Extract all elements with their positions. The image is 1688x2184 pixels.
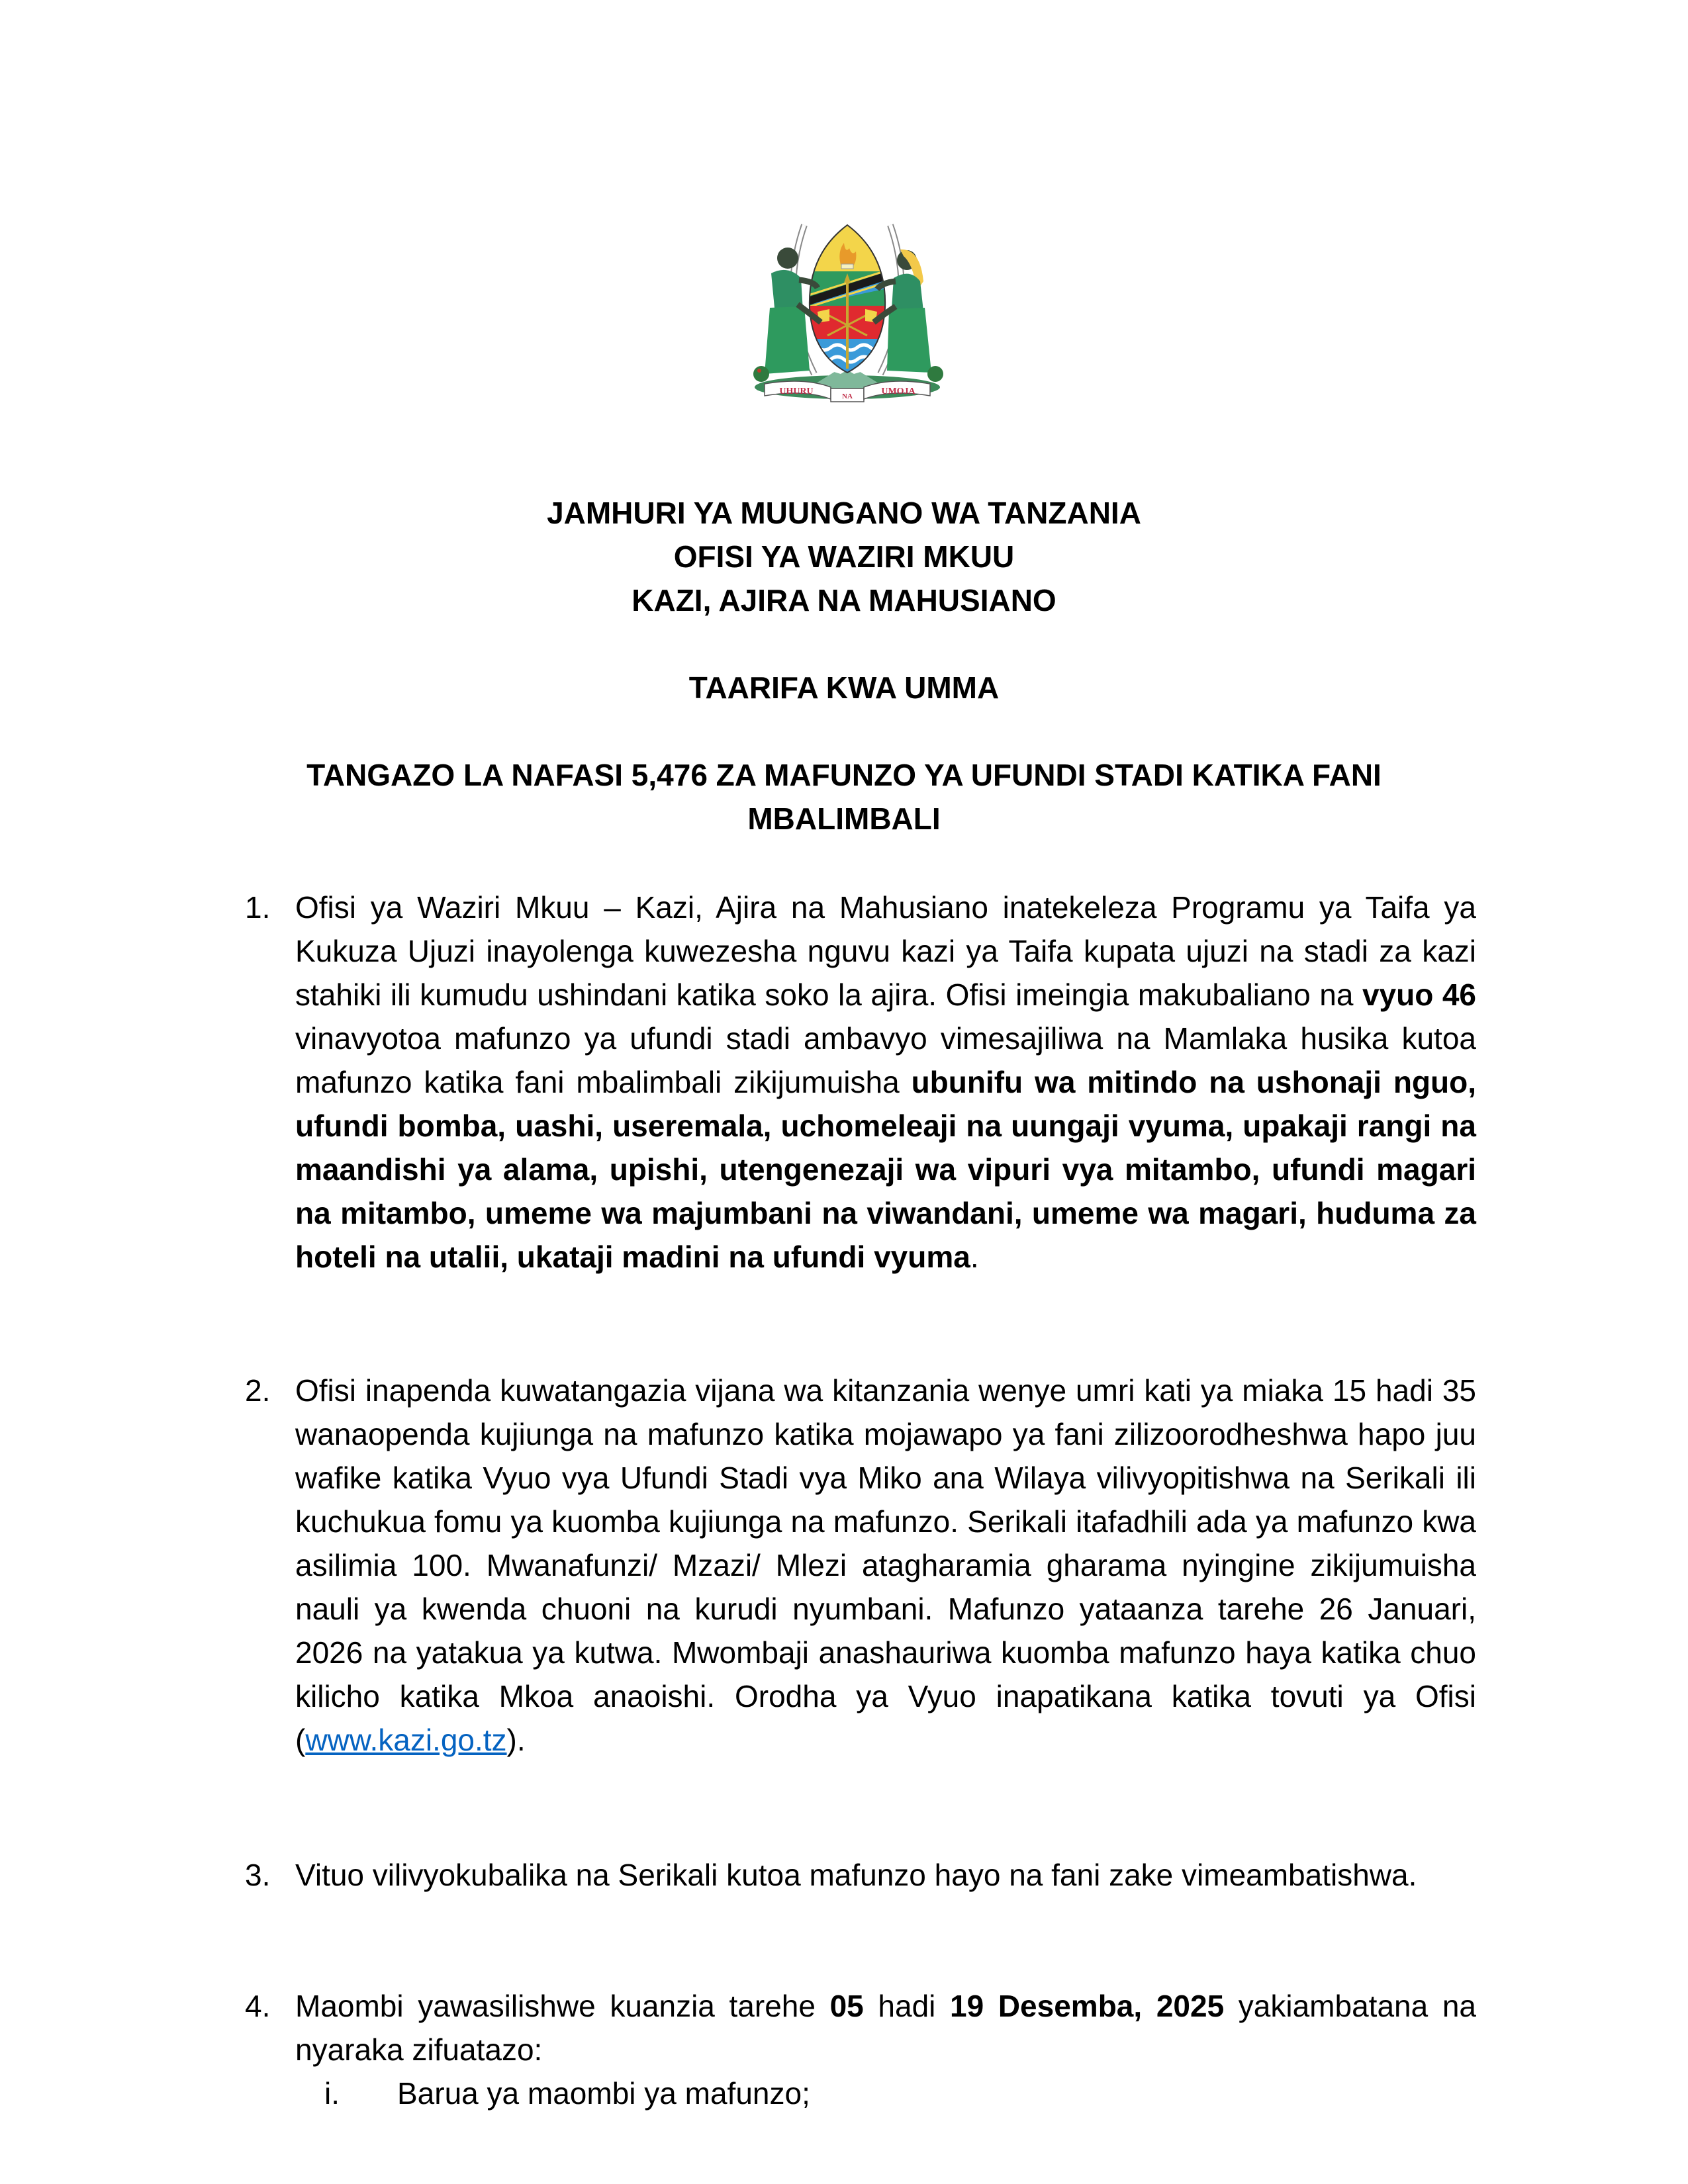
sub-item-text: Barua ya maombi ya mafunzo; [397,2076,810,2111]
item-bold-text: vyuo 46 [1362,978,1476,1012]
item-number: 1. [245,890,271,925]
paragraph-4 [245,1984,1476,2071]
announcement-title: TANGAZO LA NAFASI 5,476 ZA MAFUNZO YA UFUNDI STADI KATIKA FANI MBALIMBALI [306,758,1382,836]
item-number: 2. [245,1373,271,1408]
item-number: 3. [245,1858,271,1892]
item-text: yakiambatana na nyaraka zifuatazo: [295,1989,1477,2067]
item-bold-text: 05 [829,1989,864,2023]
paragraph-3 [245,1853,1476,1897]
item-text: Ofisi inapenda kuwatangazia vijana wa kitanzania wenye umri kati ya miaka 15 hadi 35 wanaopenda kujiunga na mafunzo katika mojawapo ya fani zilizoorodheshwa hapo juu wafike katika Vyuo vya Ufundi Stadi vya Miko ana Wilaya vilivyopitishwa na Serikali ili kuchukua fomu ya kuomba kujiunga na mafunzo. Serikali itafadhili ada ya mafunzo kwa asilimia 100. Mwanafunzi/ Mzazi/ Mlezi atagharamia gharama nyingine zikijumuisha nauli ya kwenda chuoni na kurudi nyumbani. Mafunzo yataanza tarehe 26 Januari, 2026 na yatakua ya kutwa. Mwombaji anashauriwa kuomba mafunzo haya katika chuo kilicho katika Mkoa anaoishi. Orodha ya Vyuo inapatikana katika tovuti ya Ofisi ( [295,1373,1476,1757]
motto-center: NA [842,392,853,400]
notice-heading: TAARIFA KWA UMMA [688,670,1000,705]
header-republic: JAMHURI YA MUUNGANO WA TANZANIA [547,496,1141,530]
item-text: Ofisi ya Waziri Mkuu – Kazi, Ajira na Mahusiano inatekeleza Programu ya Taifa ya Kukuza Ujuzi inayolenga kuwezesha nguvu kazi ya Taifa kupata ujuzi na stadi za kazi stahiki ili kumudu ushindani katika soko la ajira. Ofisi imeingia makubaliano na [295,890,1476,1012]
header-office: OFISI YA WAZIRI MKUU [673,539,1015,574]
sub-list-item [324,2071,810,2115]
coat-of-arms-emblem [725,195,970,407]
header-department: KAZI, AJIRA NA MAHUSIANO [632,583,1056,617]
motto-right: UMOJA [881,387,915,396]
item-text: ). [506,1723,526,1757]
item-text: . [970,1240,979,1274]
paragraph-2 [245,1369,1476,1762]
item-bold-text: 19 Desemba, 2025 [950,1989,1225,2023]
item-bold-text: ubunifu wa mitindo na ushonaji nguo, ufundi bomba, uashi, useremala, uchomeleaji na uungaji vyuma, upakaji rangi na maandishi ya alama, upishi, utengenezaji wa vipuri vya mitambo, ufundi magari na mitambo, umeme wa majumbani na viwandani, umeme wa magari, huduma za hoteli na utalii, ukataji madini na ufundi vyuma [295,1065,1476,1274]
item-text: vinavyotoa mafunzo ya ufundi stadi ambavyo vimesajiliwa na Mamlaka husika kutoa mafunzo katika fani mbalimbali zikijumuisha [295,1021,1476,1099]
item-text: Maombi yawasilishwe kuanzia tarehe [295,1989,830,2023]
item-number: 4. [245,1989,271,2023]
item-text: Vituo vilivyokubalika na Serikali kutoa mafunzo hayo na fani zake vimeambatishwa. [295,1858,1417,1892]
item-text: hadi [863,1989,951,2023]
website-link[interactable]: www.kazi.go.tz [305,1723,507,1757]
motto-left: UHURU [779,387,814,396]
paragraph-1 [245,886,1476,1279]
sub-item-number: i. [324,2076,340,2111]
